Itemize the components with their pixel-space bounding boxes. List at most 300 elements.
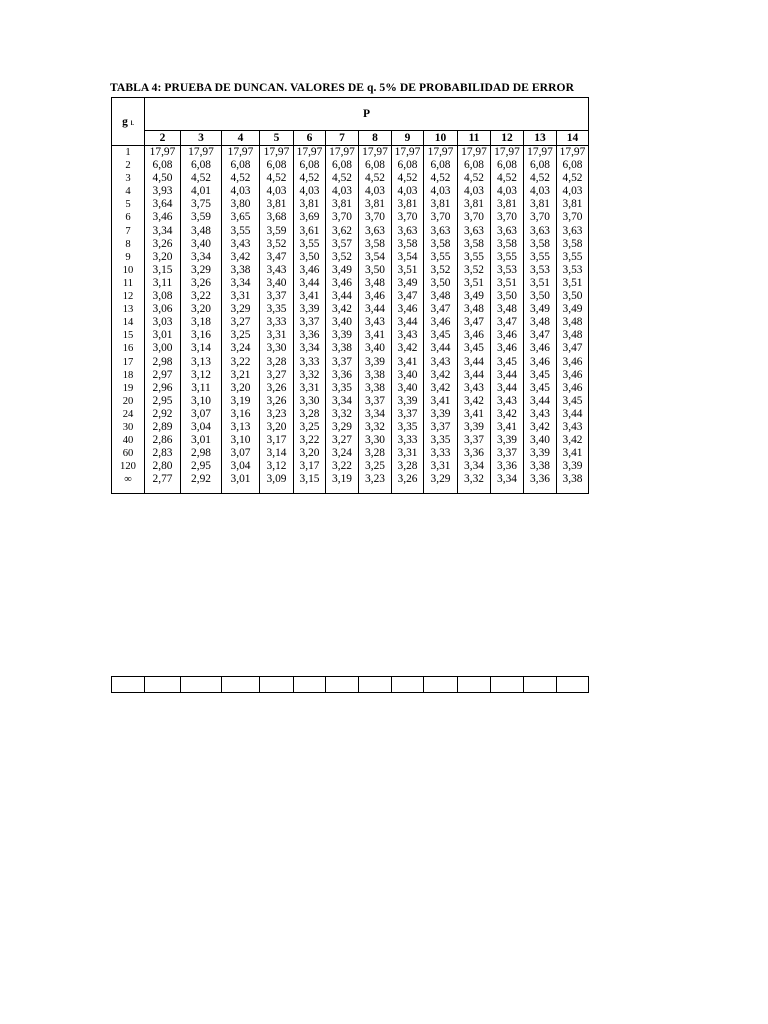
value-cell: 3,10 (222, 434, 260, 447)
value-cell: 3,42 (524, 421, 557, 434)
value-cell: 3,22 (181, 290, 222, 303)
value-cell: 3,15 (145, 264, 181, 277)
value-cell: 17,97 (260, 146, 294, 160)
value-cell: 3,81 (557, 198, 589, 211)
column-header-p11: 11 (458, 131, 491, 146)
value-cell: 3,21 (222, 369, 260, 382)
value-cell: 3,55 (294, 238, 326, 251)
value-cell: 3,52 (458, 264, 491, 277)
value-cell: 3,47 (491, 316, 524, 329)
gl-cell: 9 (112, 251, 145, 264)
value-cell: 3,38 (524, 460, 557, 473)
gl-cell: 12 (112, 290, 145, 303)
value-cell: 4,01 (181, 185, 222, 198)
table-row (112, 316, 589, 329)
value-cell: 3,54 (359, 251, 392, 264)
empty-cell (491, 677, 524, 693)
value-cell: 3,44 (392, 316, 424, 329)
value-cell: 3,48 (359, 277, 392, 290)
value-cell: 3,39 (326, 329, 359, 342)
value-cell: 3,36 (524, 473, 557, 494)
value-cell: 4,52 (181, 172, 222, 185)
gl-cell: 17 (112, 356, 145, 369)
value-cell: 3,53 (524, 264, 557, 277)
value-cell: 3,43 (424, 356, 458, 369)
value-cell: 3,36 (294, 329, 326, 342)
value-cell: 4,52 (557, 172, 589, 185)
value-cell: 3,47 (524, 329, 557, 342)
value-cell: 3,41 (491, 421, 524, 434)
value-cell: 3,48 (524, 316, 557, 329)
value-cell: 3,39 (557, 460, 589, 473)
value-cell: 3,40 (392, 382, 424, 395)
value-cell: 3,20 (260, 421, 294, 434)
value-cell: 3,37 (458, 434, 491, 447)
empty-cell (181, 677, 222, 693)
table-row (112, 342, 589, 355)
value-cell: 3,34 (181, 251, 222, 264)
table-row (112, 356, 589, 369)
value-cell: 3,46 (524, 342, 557, 355)
value-cell: 2,97 (145, 369, 181, 382)
value-cell: 3,33 (260, 316, 294, 329)
value-cell: 3,31 (260, 329, 294, 342)
value-cell: 4,52 (392, 172, 424, 185)
gl-cell: 19 (112, 382, 145, 395)
value-cell: 3,32 (359, 421, 392, 434)
value-cell: 3,81 (458, 198, 491, 211)
value-cell: 4,52 (424, 172, 458, 185)
gl-cell: 10 (112, 264, 145, 277)
value-cell: 3,55 (222, 225, 260, 238)
value-cell: 3,45 (491, 356, 524, 369)
value-cell: 3,46 (326, 277, 359, 290)
value-cell: 3,50 (294, 251, 326, 264)
value-cell: 3,38 (557, 473, 589, 494)
value-cell: 2,96 (145, 382, 181, 395)
value-cell: 3,19 (222, 395, 260, 408)
value-cell: 3,33 (424, 447, 458, 460)
gl-cell: 7 (112, 225, 145, 238)
gl-cell: 14 (112, 316, 145, 329)
value-cell: 3,59 (181, 211, 222, 224)
value-cell: 4,03 (458, 185, 491, 198)
value-cell: 3,34 (326, 395, 359, 408)
gl-column-header (112, 98, 145, 146)
table-body (112, 146, 589, 494)
value-cell: 3,31 (424, 460, 458, 473)
value-cell: 3,42 (326, 303, 359, 316)
value-cell: 3,46 (424, 316, 458, 329)
gl-cell: 5 (112, 198, 145, 211)
value-cell: 3,22 (222, 356, 260, 369)
value-cell: 3,26 (181, 277, 222, 290)
empty-cell (359, 677, 392, 693)
value-cell: 6,08 (524, 159, 557, 172)
value-cell: 3,55 (458, 251, 491, 264)
value-cell: 3,49 (326, 264, 359, 277)
value-cell: 3,46 (557, 382, 589, 395)
gl-cell: 4 (112, 185, 145, 198)
value-cell: 3,40 (392, 369, 424, 382)
value-cell: 3,44 (524, 395, 557, 408)
column-header-p9: 9 (392, 131, 424, 146)
value-cell: 3,11 (181, 382, 222, 395)
value-cell: 3,36 (491, 460, 524, 473)
value-cell: 3,47 (458, 316, 491, 329)
value-cell: 4,52 (326, 172, 359, 185)
column-header-p2: 2 (145, 131, 181, 146)
gl-cell: 40 (112, 434, 145, 447)
value-cell: 3,48 (557, 316, 589, 329)
value-cell: 3,70 (326, 211, 359, 224)
value-cell: 6,08 (326, 159, 359, 172)
value-cell: 3,47 (424, 303, 458, 316)
table-row (112, 172, 589, 185)
value-cell: 3,01 (145, 329, 181, 342)
value-cell: 3,48 (458, 303, 491, 316)
gl-cell: 6 (112, 211, 145, 224)
value-cell: 6,08 (392, 159, 424, 172)
table-row (112, 460, 589, 473)
value-cell: 3,42 (392, 342, 424, 355)
value-cell: 3,40 (326, 316, 359, 329)
value-cell: 3,20 (222, 382, 260, 395)
value-cell: 3,04 (222, 460, 260, 473)
value-cell: 3,39 (424, 408, 458, 421)
value-cell: 3,32 (294, 369, 326, 382)
value-cell: 3,45 (524, 382, 557, 395)
value-cell: 3,25 (294, 421, 326, 434)
table-row (112, 251, 589, 264)
value-cell: 3,18 (181, 316, 222, 329)
value-cell: 3,33 (294, 356, 326, 369)
group-header-row (112, 98, 589, 131)
table-row (112, 408, 589, 421)
value-cell: 2,83 (145, 447, 181, 460)
value-cell: 2,89 (145, 421, 181, 434)
value-cell: 3,44 (424, 342, 458, 355)
value-cell: 3,27 (260, 369, 294, 382)
value-cell: 3,43 (222, 238, 260, 251)
value-cell: 3,38 (359, 382, 392, 395)
blank-row (112, 677, 589, 693)
table-row (112, 395, 589, 408)
value-cell: 3,46 (557, 356, 589, 369)
value-cell: 3,16 (181, 329, 222, 342)
value-cell: 3,44 (557, 408, 589, 421)
value-cell: 3,49 (392, 277, 424, 290)
value-cell: 3,22 (326, 460, 359, 473)
table-row (112, 290, 589, 303)
gl-cell: 120 (112, 460, 145, 473)
value-cell: 3,58 (458, 238, 491, 251)
column-header-p13: 13 (524, 131, 557, 146)
table-row (112, 382, 589, 395)
value-cell: 3,37 (326, 356, 359, 369)
value-cell: 3,26 (145, 238, 181, 251)
duncan-table (111, 97, 589, 494)
value-cell: 3,45 (458, 342, 491, 355)
value-cell: 3,07 (222, 447, 260, 460)
value-cell: 6,08 (359, 159, 392, 172)
value-cell: 3,39 (524, 447, 557, 460)
value-cell: 3,28 (294, 408, 326, 421)
value-cell: 3,13 (181, 356, 222, 369)
value-cell: 3,53 (557, 264, 589, 277)
empty-cell (326, 677, 359, 693)
value-cell: 3,31 (222, 290, 260, 303)
value-cell: 3,40 (524, 434, 557, 447)
value-cell: 3,27 (222, 316, 260, 329)
value-cell: 3,42 (424, 369, 458, 382)
value-cell: 3,44 (359, 303, 392, 316)
value-cell: 4,03 (260, 185, 294, 198)
value-cell: 3,44 (326, 290, 359, 303)
empty-cell (458, 677, 491, 693)
value-cell: 3,69 (294, 211, 326, 224)
value-cell: 3,55 (424, 251, 458, 264)
value-cell: 17,97 (557, 146, 589, 160)
value-cell: 3,48 (424, 290, 458, 303)
value-cell: 3,58 (524, 238, 557, 251)
value-cell: 3,01 (222, 473, 260, 494)
table-row (112, 277, 589, 290)
gl-cell: 30 (112, 421, 145, 434)
table-row (112, 211, 589, 224)
value-cell: 6,08 (294, 159, 326, 172)
value-cell: 3,80 (222, 198, 260, 211)
empty-cell (424, 677, 458, 693)
gl-cell: 15 (112, 329, 145, 342)
value-cell: 3,41 (359, 329, 392, 342)
value-cell: 3,46 (392, 303, 424, 316)
value-cell: 2,80 (145, 460, 181, 473)
table-row (112, 303, 589, 316)
value-cell: 3,81 (524, 198, 557, 211)
value-cell: 3,52 (326, 251, 359, 264)
value-cell: 3,31 (294, 382, 326, 395)
value-cell: 3,42 (458, 395, 491, 408)
value-cell: 3,59 (260, 225, 294, 238)
value-cell: 3,42 (491, 408, 524, 421)
value-cell: 3,39 (294, 303, 326, 316)
value-cell: 3,70 (392, 211, 424, 224)
table-row (112, 159, 589, 172)
value-cell: 3,37 (260, 290, 294, 303)
value-cell: 3,81 (424, 198, 458, 211)
table-row (112, 185, 589, 198)
value-cell: 6,08 (260, 159, 294, 172)
value-cell: 4,03 (326, 185, 359, 198)
gl-cell: 1 (112, 146, 145, 160)
value-cell: 3,36 (326, 369, 359, 382)
value-cell: 17,97 (181, 146, 222, 160)
value-cell: 4,03 (222, 185, 260, 198)
table-row (112, 421, 589, 434)
value-cell: 3,41 (458, 408, 491, 421)
value-cell: 3,34 (222, 277, 260, 290)
column-header-p7: 7 (326, 131, 359, 146)
value-cell: 3,11 (145, 277, 181, 290)
value-cell: 3,58 (557, 238, 589, 251)
value-cell: 3,47 (392, 290, 424, 303)
value-cell: 3,49 (458, 290, 491, 303)
value-cell: 3,20 (294, 447, 326, 460)
value-cell: 3,29 (222, 303, 260, 316)
value-cell: 3,40 (181, 238, 222, 251)
value-cell: 6,08 (181, 159, 222, 172)
value-cell: 3,28 (260, 356, 294, 369)
value-cell: 3,63 (491, 225, 524, 238)
value-cell: 3,51 (392, 264, 424, 277)
table-row (112, 146, 589, 160)
gl-cell: 24 (112, 408, 145, 421)
value-cell: 3,22 (294, 434, 326, 447)
value-cell: 3,23 (260, 408, 294, 421)
value-cell: 3,52 (260, 238, 294, 251)
value-cell: 3,38 (326, 342, 359, 355)
value-cell: 3,70 (557, 211, 589, 224)
value-cell: 6,08 (491, 159, 524, 172)
value-cell: 3,47 (260, 251, 294, 264)
gl-header-suffix: l. (130, 120, 134, 127)
value-cell: 3,58 (491, 238, 524, 251)
gl-cell: 60 (112, 447, 145, 460)
value-cell: 3,46 (557, 369, 589, 382)
value-cell: 3,58 (392, 238, 424, 251)
value-cell: 3,24 (222, 342, 260, 355)
value-cell: 3,01 (181, 434, 222, 447)
value-cell: 6,08 (458, 159, 491, 172)
value-cell: 4,03 (424, 185, 458, 198)
value-cell: 17,97 (222, 146, 260, 160)
value-cell: 3,43 (491, 395, 524, 408)
empty-cell (145, 677, 181, 693)
value-cell: 3,70 (424, 211, 458, 224)
value-cell: 6,08 (145, 159, 181, 172)
value-cell: 3,68 (260, 211, 294, 224)
value-cell: 3,04 (181, 421, 222, 434)
gl-cell: 2 (112, 159, 145, 172)
value-cell: 3,28 (392, 460, 424, 473)
table-row (112, 447, 589, 460)
value-cell: 3,23 (359, 473, 392, 494)
value-cell: 3,55 (557, 251, 589, 264)
table-row (112, 329, 589, 342)
column-header-p5: 5 (260, 131, 294, 146)
table-row (112, 198, 589, 211)
value-cell: 3,16 (222, 408, 260, 421)
value-cell: 3,48 (557, 329, 589, 342)
empty-cell (222, 677, 260, 693)
value-cell: 3,81 (392, 198, 424, 211)
value-cell: 2,95 (145, 395, 181, 408)
value-cell: 3,46 (145, 211, 181, 224)
value-cell: 17,97 (359, 146, 392, 160)
value-cell: 3,46 (294, 264, 326, 277)
value-cell: 17,97 (294, 146, 326, 160)
empty-cell (112, 677, 145, 693)
value-cell: 3,25 (222, 329, 260, 342)
value-cell: 3,20 (145, 251, 181, 264)
value-cell: 3,27 (326, 434, 359, 447)
value-cell: 3,34 (359, 408, 392, 421)
value-cell: 3,51 (524, 277, 557, 290)
empty-table-row (111, 676, 589, 693)
value-cell: 4,03 (359, 185, 392, 198)
value-cell: 6,08 (424, 159, 458, 172)
value-cell: 3,55 (524, 251, 557, 264)
gl-cell: 11 (112, 277, 145, 290)
value-cell: 3,41 (557, 447, 589, 460)
value-cell: 3,00 (145, 342, 181, 355)
value-cell: 3,29 (326, 421, 359, 434)
value-cell: 3,35 (326, 382, 359, 395)
value-cell: 2,95 (181, 460, 222, 473)
value-cell: 3,34 (458, 460, 491, 473)
table-row (112, 434, 589, 447)
value-cell: 4,52 (222, 172, 260, 185)
value-cell: 3,63 (392, 225, 424, 238)
value-cell: 3,37 (424, 421, 458, 434)
value-cell: 3,17 (294, 460, 326, 473)
value-cell: 4,52 (260, 172, 294, 185)
value-cell: 3,50 (524, 290, 557, 303)
value-cell: 3,41 (424, 395, 458, 408)
value-cell: 17,97 (424, 146, 458, 160)
value-cell: 3,70 (524, 211, 557, 224)
value-cell: 3,58 (359, 238, 392, 251)
value-cell: 3,63 (458, 225, 491, 238)
value-cell: 3,39 (491, 434, 524, 447)
value-cell: 2,86 (145, 434, 181, 447)
value-cell: 3,47 (557, 342, 589, 355)
gl-cell: 20 (112, 395, 145, 408)
value-cell: 3,25 (359, 460, 392, 473)
value-cell: 3,81 (359, 198, 392, 211)
value-cell: 3,20 (181, 303, 222, 316)
value-cell: 3,43 (557, 421, 589, 434)
value-cell: 3,46 (359, 290, 392, 303)
table-row (112, 238, 589, 251)
value-cell: 3,30 (294, 395, 326, 408)
value-cell: 3,61 (294, 225, 326, 238)
table-title: TABLA 4: PRUEBA DE DUNCAN. VALORES DE q. 5% DE PROBABILIDAD DE ERROR (110, 81, 574, 94)
value-cell: 3,46 (491, 342, 524, 355)
value-cell: 3,37 (491, 447, 524, 460)
value-cell: 3,81 (326, 198, 359, 211)
value-cell: 3,13 (222, 421, 260, 434)
value-cell: 3,44 (491, 382, 524, 395)
value-cell: 3,48 (181, 225, 222, 238)
value-cell: 4,52 (491, 172, 524, 185)
value-cell: 3,03 (145, 316, 181, 329)
value-cell: 3,38 (222, 264, 260, 277)
value-cell: 3,62 (326, 225, 359, 238)
value-cell: 3,46 (524, 356, 557, 369)
table-row (112, 264, 589, 277)
value-cell: 3,29 (181, 264, 222, 277)
value-cell: 4,03 (294, 185, 326, 198)
value-cell: 3,58 (424, 238, 458, 251)
value-cell: 3,44 (491, 369, 524, 382)
value-cell: 3,06 (145, 303, 181, 316)
value-cell: 3,55 (491, 251, 524, 264)
value-cell: 3,70 (359, 211, 392, 224)
value-cell: 3,12 (181, 369, 222, 382)
column-header-p4: 4 (222, 131, 260, 146)
